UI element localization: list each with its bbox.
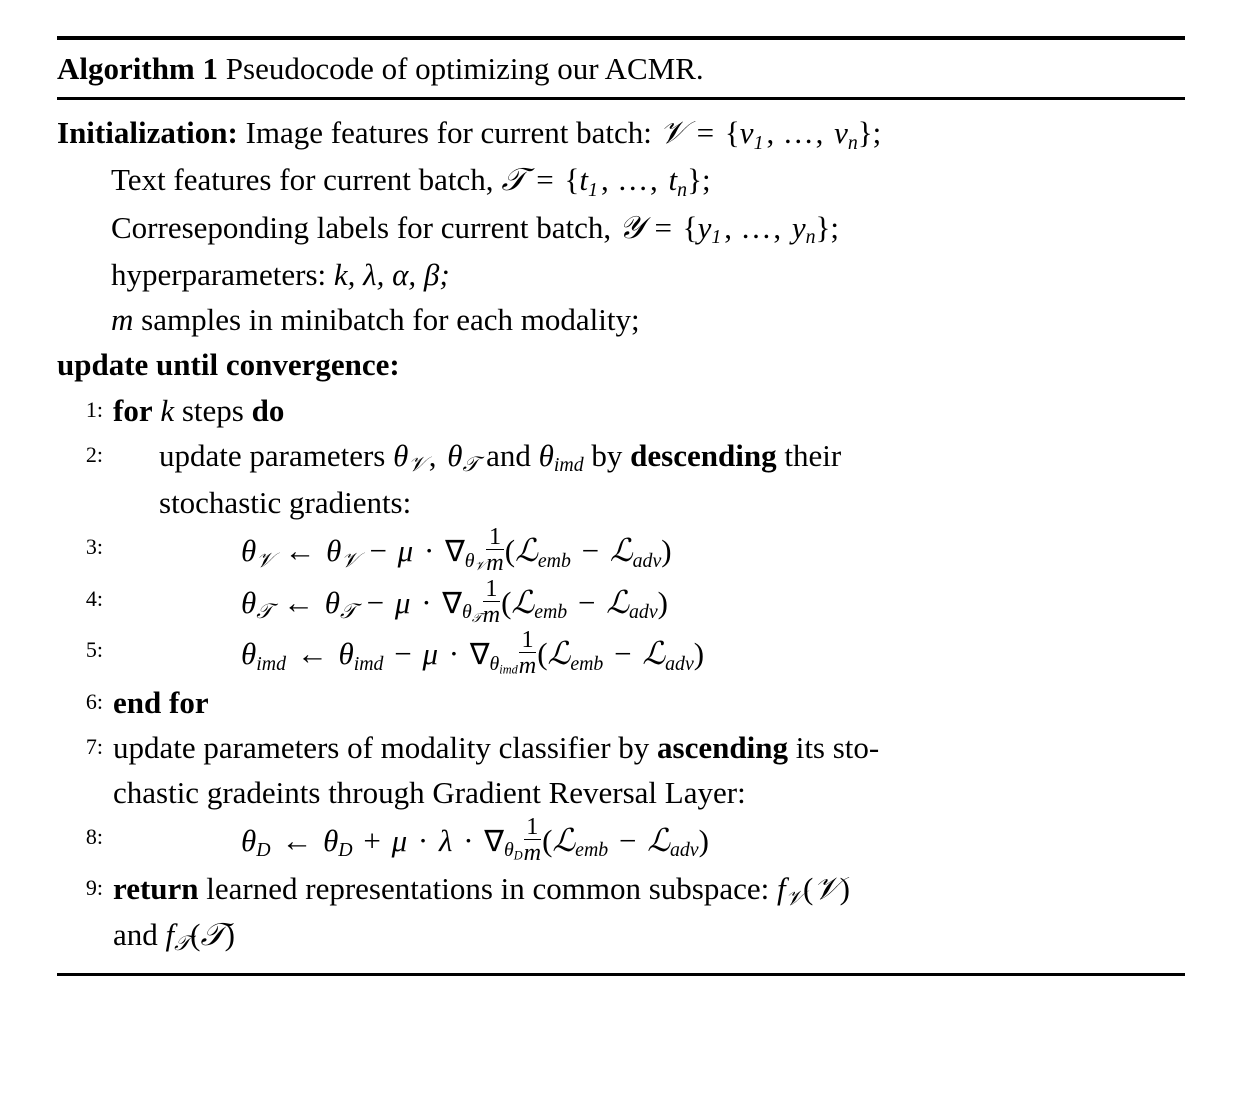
init-symbol-y: 𝒴: [618, 209, 644, 246]
step-number-6: 6:: [85, 688, 103, 714]
step-1-keyword-do: do: [251, 392, 285, 428]
init-line-2-text: Text features for current batch,: [111, 162, 494, 198]
step-2-mid: and: [486, 437, 531, 473]
init-line-5: [57, 297, 1185, 342]
step-number-8: 8:: [85, 823, 103, 849]
algorithm-caption: [57, 40, 1185, 97]
step-2-theta-imd: θimd: [538, 437, 584, 477]
step-8-equation: θD ← θD + μ · λ · ∇θD $\frac{1}{m}$ (ℒemb − ℒadv): [241, 812, 709, 866]
step-9-fv: f𝒱(𝒱): [777, 871, 850, 910]
update-heading: update until convergence:: [57, 347, 400, 383]
step-number-4: 4:: [85, 585, 103, 611]
step-2: [57, 433, 1185, 480]
step-3: [57, 522, 1185, 577]
step-number-blank-b: [57, 776, 113, 808]
step-2-theta-v: θ𝒱,: [393, 437, 437, 477]
step-7: [57, 725, 1185, 770]
algorithm-title: Pseudocode of optimizing our ACMR.: [225, 51, 704, 86]
algorithm-float: [57, 36, 1185, 976]
step-number-3: 3:: [85, 534, 103, 560]
algorithm-body: [57, 100, 1185, 973]
step-1-keyword-for: for: [113, 392, 153, 428]
step-9-keyword-return: return: [113, 871, 199, 907]
step-number-7: 7:: [85, 733, 103, 759]
init-line-1: [57, 110, 1185, 157]
init-set-y: = {y1, …, yn};: [654, 209, 840, 249]
init-symbol-v: 𝒱: [659, 115, 686, 152]
step-2-theta-t: θ𝒯: [447, 437, 479, 477]
step-2-cont-text: stochastic gradients:: [159, 485, 412, 521]
step-5-equation: θimd ← θimd − μ · ∇θimd $\frac{1}{m}$ (ℒemb − ℒadv): [241, 626, 705, 680]
step-4: [57, 574, 1185, 629]
step-2-lead: update parameters: [159, 437, 386, 473]
init-line-4-text: hyperparameters:: [111, 257, 327, 293]
update-heading-line: [57, 342, 1185, 387]
step-7-emphasis-ascending: ascending: [657, 729, 788, 765]
step-1-var-k: k: [160, 392, 175, 428]
step-number-5: 5:: [85, 637, 103, 663]
step-2-continuation: [57, 480, 1185, 525]
init-line-4: [57, 252, 1185, 297]
step-5: [57, 628, 1185, 679]
init-symbol-t: 𝒯: [501, 162, 526, 199]
initialization-keyword: Initialization:: [57, 115, 238, 151]
step-7-continuation: [57, 770, 1185, 815]
init-line-5-text: samples in minibatch for each modality;: [141, 302, 640, 338]
init-set-t: = {t1, …, tn};: [536, 162, 711, 201]
step-2-emphasis-descending: descending: [630, 437, 777, 473]
step-9-ft: f𝒯(𝒯): [165, 916, 235, 956]
init-m-symbol: m: [111, 302, 134, 338]
step-number-9: 9:: [85, 875, 103, 901]
step-9-lead: learned representations in common subspace:: [206, 871, 770, 907]
step-1: [57, 388, 1185, 433]
step-number-blank-c: [57, 918, 113, 950]
step-9-continuation: [57, 912, 1185, 959]
algorithm-label: Algorithm 1: [57, 51, 219, 86]
step-3-equation: θ𝒱 ← θ𝒱 − μ · ∇θ𝒱 $\frac{1}{m}$ (ℒemb − ℒadv): [241, 522, 672, 577]
bottom-rule: [57, 973, 1185, 976]
step-1-word-steps: steps: [181, 392, 244, 428]
step-9-cont-lead: and: [113, 916, 158, 952]
init-set-v: = {v1, …, vn};: [696, 115, 882, 154]
init-line-1-text: Image features for current batch:: [245, 115, 652, 151]
init-hyperparameters: k, λ, α, β;: [333, 257, 450, 293]
step-2-tail-post: their: [784, 437, 842, 473]
init-line-3-text: Correseponding labels for current batch,: [111, 209, 612, 245]
step-number-blank-a: [57, 486, 113, 518]
step-8: [57, 812, 1185, 866]
step-6: [57, 680, 1185, 725]
step-7-cont-text: chastic gradeints through Gradient Reversal Layer:: [113, 774, 746, 810]
step-4-equation: θ𝒯 ← θ𝒯 − μ · ∇θ𝒯 $\frac{1}{m}$ (ℒemb − ℒadv): [241, 574, 668, 628]
step-2-tail-pre: by: [591, 437, 623, 473]
init-line-3: [57, 205, 1185, 252]
step-7-lead: update parameters of modality classifier by: [113, 729, 650, 765]
step-7-tail: its sto-: [795, 729, 880, 765]
init-line-2: [57, 157, 1185, 204]
step-9: [57, 866, 1185, 913]
step-number-2: 2:: [85, 441, 103, 467]
step-6-text: end for: [113, 684, 209, 720]
step-number-1: 1:: [85, 396, 103, 422]
